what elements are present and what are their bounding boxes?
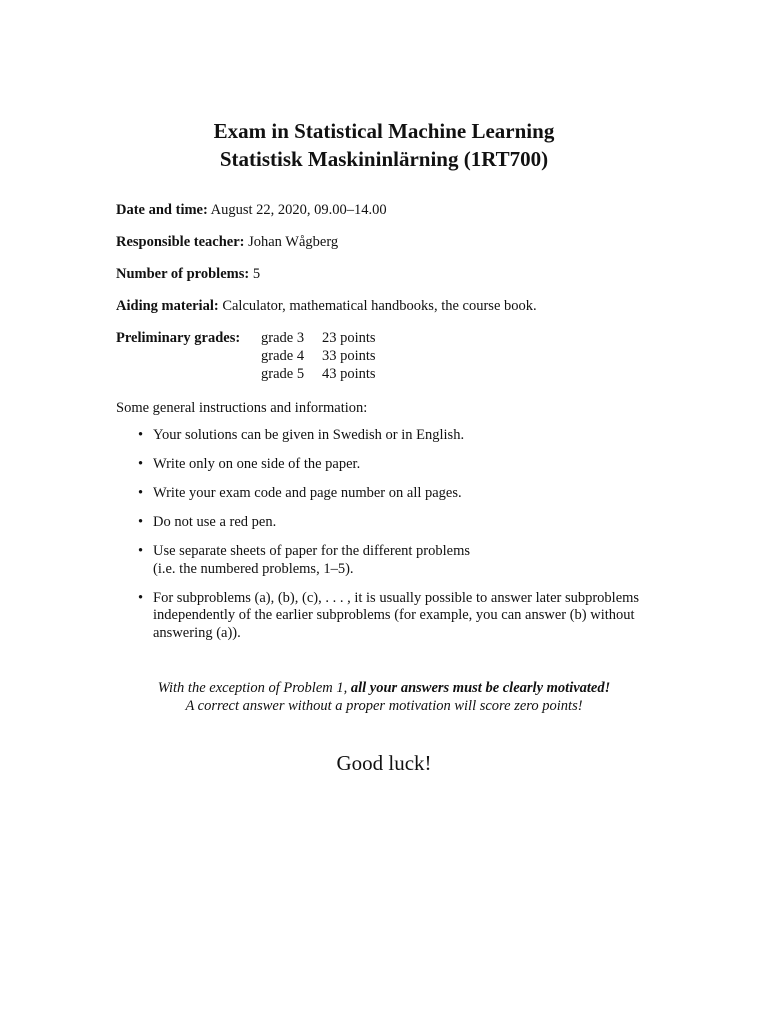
date-time-field <box>116 201 387 219</box>
list-item-text: (i.e. the numbered problems, 1–5). <box>153 560 354 577</box>
grade-name: grade 3 <box>261 330 305 346</box>
bullet: • <box>138 456 144 472</box>
list-item-text: Use separate sheets of paper for the different problems <box>153 543 470 559</box>
grade-name: grade 4 <box>261 348 305 364</box>
motivation-note <box>0 679 768 715</box>
instructions-list <box>136 427 676 654</box>
problems-count-field <box>116 265 260 283</box>
grade-row <box>261 365 376 383</box>
grade-row <box>261 329 376 347</box>
grade-row <box>261 347 376 365</box>
bullet: • <box>138 514 144 530</box>
teacher-label: Responsible teacher: <box>116 234 245 250</box>
list-item <box>136 485 676 503</box>
grade-name: grade 5 <box>261 366 305 382</box>
aiding-material-field <box>116 297 537 315</box>
grade-points: 43 points <box>322 366 376 382</box>
aiding-material-label: Aiding material: <box>116 298 219 314</box>
bullet: • <box>138 589 144 606</box>
list-item-text: Write your exam code and page number on all pages. <box>153 485 462 501</box>
instructions-intro: Some general instructions and information: <box>116 400 368 416</box>
teacher-value: Johan Wågberg <box>248 234 339 250</box>
date-time-label: Date and time: <box>116 202 208 218</box>
preliminary-grades-label: Preliminary grades: <box>116 330 241 346</box>
problems-count-value: 5 <box>252 266 261 282</box>
list-item <box>136 590 676 643</box>
motivation-line-2: A correct answer without a proper motivation will score zero points! <box>185 698 583 714</box>
teacher-field <box>116 233 338 251</box>
exam-title <box>0 117 768 173</box>
list-item <box>136 427 676 445</box>
aiding-material-value: Calculator, mathematical handbooks, the course book. <box>222 298 537 314</box>
bullet: • <box>138 427 144 443</box>
motivation-emphasis: all your answers must be clearly motivated! <box>350 680 611 696</box>
list-item <box>136 456 676 474</box>
bullet: • <box>138 543 144 559</box>
list-item <box>136 543 676 578</box>
problems-count-label: Number of problems: <box>116 266 250 282</box>
grade-points: 33 points <box>322 348 376 364</box>
exam-title-swedish: Statistisk Maskininlärning (1RT700) <box>219 147 549 171</box>
list-item-text: answering (a)). <box>153 624 241 641</box>
bullet: • <box>138 485 144 501</box>
motivation-line <box>0 679 768 697</box>
list-item-text: Your solutions can be given in Swedish or in English. <box>153 427 465 443</box>
list-item-text: independently of the earlier subproblems (for example, you can answer (b) without <box>153 607 635 623</box>
list-item-text: Do not use a red pen. <box>153 514 277 530</box>
good-luck: Good luck! <box>336 751 432 775</box>
date-time-value: August 22, 2020, 09.00–14.00 <box>210 202 387 218</box>
exam-title-english: Exam in Statistical Machine Learning <box>213 119 555 143</box>
list-item-text: For subproblems (a), (b), (c), . . . , it is usually possible to answer later subproblems <box>153 589 640 606</box>
list-item <box>136 514 676 532</box>
list-item-text: Write only on one side of the paper. <box>153 456 361 472</box>
grade-points: 23 points <box>322 330 376 346</box>
motivation-prefix: With the exception of Problem 1, <box>157 680 351 696</box>
